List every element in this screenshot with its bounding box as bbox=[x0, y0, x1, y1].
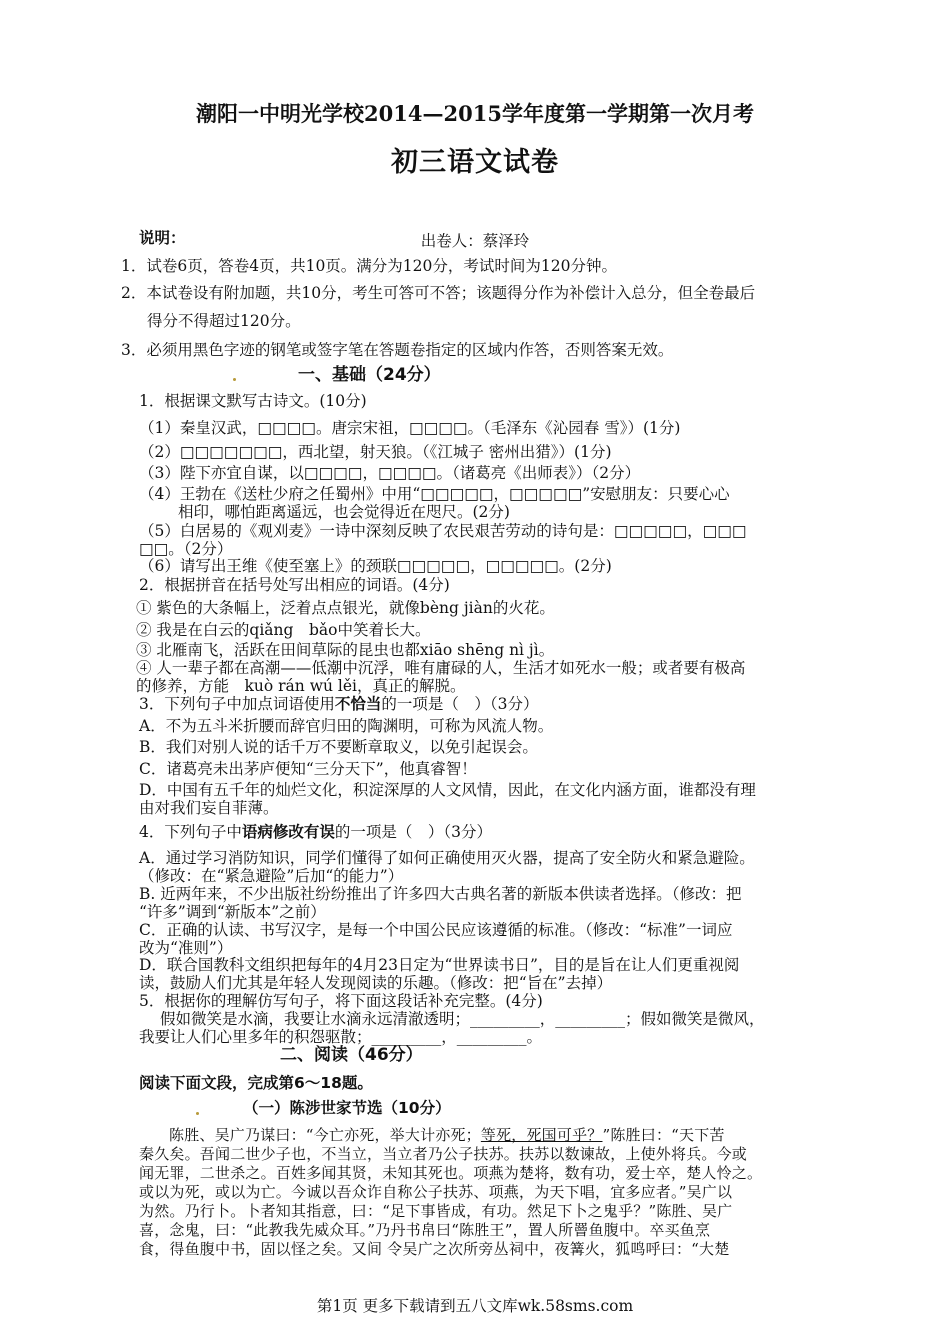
question-4-text: 4．下列句子中 bbox=[139, 823, 242, 841]
question-1-item-6: （6）请写出王维《使至塞上》的颈联□□□□□，□□□□□。(2分) bbox=[139, 557, 612, 575]
question-4-option-a-cont: （修改：在“紧急避险”后加“的能力”） bbox=[139, 867, 404, 885]
exam-subtitle: 初三语文试卷 bbox=[391, 147, 559, 178]
question-1-item-5: （5）白居易的《观刈麦》一诗中深刻反映了农民艰苦劳动的诗句是：□□□□□，□□□ bbox=[139, 522, 747, 540]
section-1-heading: 一、基础（24分） bbox=[298, 365, 441, 385]
exam-title: 潮阳一中明光学校2014—2015学年度第一学期第一次月考 bbox=[196, 101, 754, 126]
section-2-heading: 二、阅读（46分） bbox=[280, 1045, 423, 1065]
passage-line-4: 或以为死，或以为亡。今诚以吾众诈自称公子扶苏、项燕，为天下唱，宜多应者。”吴广以 bbox=[139, 1183, 733, 1201]
question-4-option-c: C．正确的认读、书写汉字，是每一个中国公民应该遵循的标准。（修改：“标准”一词应 bbox=[139, 921, 733, 939]
question-4-option-d: D．联合国教科文组织把每年的4月23日定为“世界读书日”，目的是旨在让人们更重视阅 bbox=[139, 956, 740, 974]
passage-line-1 bbox=[169, 1125, 725, 1145]
question-1-item-3: （3）陛下亦宜自谋，以□□□□，□□□□。（诸葛亮《出师表》）（2分） bbox=[139, 464, 641, 482]
question-2-item-1: ① 紫色的大条幅上，泛着点点银光，就像bèng jiàn的火花。 bbox=[136, 599, 555, 617]
question-2: 2．根据拼音在括号处写出相应的词语。(4分) bbox=[139, 576, 450, 594]
question-3-option-d: D．中国有五千年的灿烂文化，积淀深厚的人文风情，因此，在文化内涵方面，谁都没有理 bbox=[139, 781, 756, 799]
passage-line-5: 为然。乃行卜。卜者知其指意，曰：“足下事皆成，有功。然足下卜之鬼乎？”陈胜、吴广 bbox=[139, 1202, 733, 1220]
question-4-option-a: A．通过学习消防知识，同学们懂得了如何正确使用灭火器，提高了安全防火和紧急避险。 bbox=[139, 849, 755, 867]
question-4-option-b-cont: “许多”调到“新版本”之前） bbox=[139, 903, 326, 921]
exam-author: 出卷人：蔡泽玲 bbox=[420, 232, 530, 250]
question-1-item-5-cont: □□。（2分） bbox=[139, 540, 233, 558]
passage-line-1-text: 陈胜、吴广乃谋曰：“今亡亦死，举大计亦死； bbox=[169, 1126, 481, 1144]
question-3-option-d-cont: 由对我们妄自菲薄。 bbox=[139, 799, 279, 817]
decor-dot bbox=[233, 378, 236, 381]
note-3: 3．必须用黑色字迹的钢笔或签字笔在答题卷指定的区域内作答，否则答案无效。 bbox=[121, 341, 674, 359]
question-4-option-c-cont: 改为“准则”） bbox=[139, 939, 233, 957]
question-5: 5．根据你的理解仿写句子，将下面这段话补充完整。(4分) bbox=[139, 992, 543, 1010]
question-2-item-2: ② 我是在白云的qiǎng bǎo中笑着长大。 bbox=[136, 621, 431, 639]
question-1: 1．根据课文默写古诗文。(10分) bbox=[139, 392, 367, 410]
question-3-emphasis: 不恰当 bbox=[334, 694, 382, 713]
reading-instruction: 阅读下面文段，完成第6～18题。 bbox=[139, 1074, 373, 1092]
notes-label: 说明： bbox=[139, 228, 186, 247]
note-1: 1．试卷6页，答卷4页，共10页。满分为120分，考试时间为120分钟。 bbox=[121, 257, 617, 275]
question-3-tail: 的一项是（ ）（3分） bbox=[381, 695, 539, 713]
question-3-option-b: B．我们对别人说的话千万不要断章取义，以免引起误会。 bbox=[139, 738, 538, 756]
question-2-item-3: ③ 北雁南飞，活跃在田间草际的昆虫也都xiāo shēng nì jì。 bbox=[136, 641, 555, 659]
question-2-item-4-cont: 的修养，方能 kuò rán wú lěi，真正的解脱。 bbox=[136, 677, 466, 695]
question-4 bbox=[139, 822, 492, 842]
question-4-option-d-cont: 读，鼓励人们尤其是年轻人发现阅读的乐趣。（修改：把“旨在”去掉） bbox=[139, 974, 613, 992]
question-4-tail: 的一项是（ ）（3分） bbox=[334, 823, 493, 841]
question-3 bbox=[139, 694, 539, 714]
note-2: 2．本试卷设有附加题，共10分，考生可答可不答；该题得分作为补偿计入总分，但全卷最后 bbox=[121, 284, 756, 302]
note-2-cont: 得分不得超过120分。 bbox=[147, 312, 301, 330]
page-footer: 第1页 更多下载请到五八文库wk.58sms.com bbox=[316, 1297, 634, 1315]
question-3-text: 3．下列句子中加点词语使用 bbox=[139, 695, 335, 713]
question-1-item-2: （2）□□□□□□□，西北望，射天狼。（《江城子 密州出猎》）(1分) bbox=[139, 443, 612, 461]
question-5-line-1: 假如微笑是水滴，我要让水滴永远清澈透明；_________，_________；假如微笑是微风， bbox=[160, 1010, 765, 1028]
question-4-option-b: B. 近两年来，不少出版社纷纷推出了许多四大古典名著的新版本供读者选择。（修改：把 bbox=[139, 885, 742, 903]
reading-subsection-1: （一）陈涉世家节选（10分） bbox=[243, 1099, 451, 1117]
question-1-item-1: （1）秦皇汉武，□□□□。唐宗宋祖，□□□□。（毛泽东《沁园春 雪》）(1分) bbox=[139, 419, 681, 437]
passage-line-7: 食，得鱼腹中书，固以怪之矣。又间 令吴广之次所旁丛祠中，夜篝火，狐鸣呼曰：“大楚 bbox=[139, 1240, 730, 1258]
passage-line-6: 喜，念鬼，曰：“此教我先威众耳。”乃丹书帛曰“陈胜王”，置人所罾鱼腹中。卒买鱼烹 bbox=[139, 1221, 711, 1239]
question-3-option-a: A．不为五斗米折腰而辞官归田的陶渊明，可称为风流人物。 bbox=[139, 717, 554, 735]
passage-underlined-phrase: 等死，死国可乎？ bbox=[480, 1126, 603, 1144]
passage-line-2: 秦久矣。吾闻二世少子也，不当立，当立者乃公子扶苏。扶苏以数谏故，上使外将兵。今或 bbox=[139, 1145, 748, 1163]
question-1-item-4: （4）王勃在《送杜少府之任蜀州》中用“□□□□□，□□□□□”安慰朋友：只要心心 bbox=[139, 485, 730, 503]
question-3-option-c: C．诸葛亮未出茅庐便知“三分天下”，他真睿智！ bbox=[139, 760, 477, 778]
question-4-emphasis: 语病修改有误 bbox=[241, 822, 335, 841]
passage-line-1-tail: ”陈胜曰：“天下苦 bbox=[602, 1126, 725, 1144]
question-5-line-2: 我要让人们心里多年的积怨驱散；_________，_________。 bbox=[139, 1028, 543, 1046]
decor-dot bbox=[196, 1112, 199, 1115]
question-1-item-4-cont: 相印，哪怕距离遥远，也会觉得近在咫尺。(2分) bbox=[178, 503, 510, 521]
question-2-item-4: ④ 人一辈子都在高潮——低潮中沉浮，唯有庸碌的人，生活才如死水一般；或者要有极高 bbox=[136, 659, 746, 677]
passage-line-3: 闻无罪，二世杀之。百姓多闻其贤，未知其死也。项燕为楚将，数有功，爱士卒，楚人怜之。 bbox=[139, 1164, 763, 1182]
